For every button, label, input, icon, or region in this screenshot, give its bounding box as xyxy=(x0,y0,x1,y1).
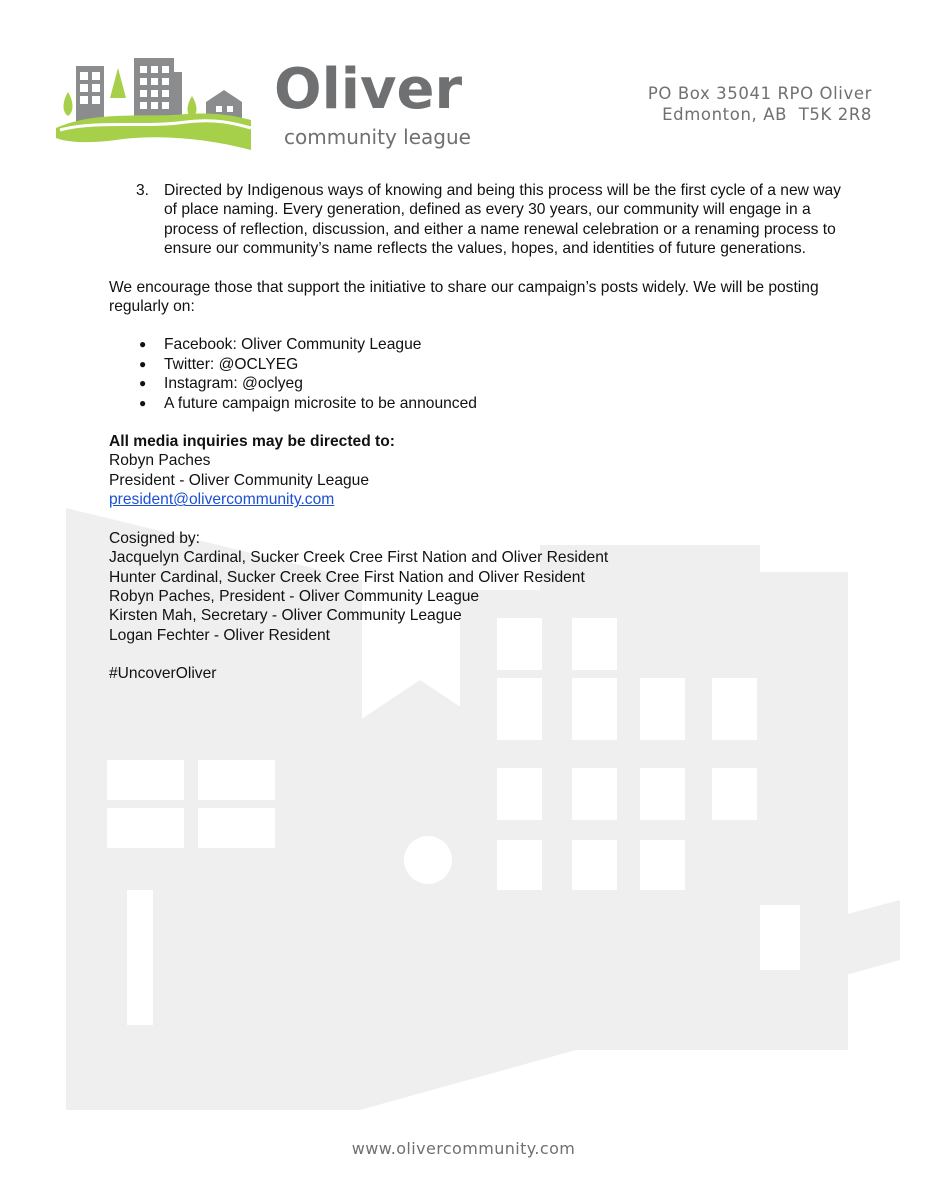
bullet-text: A future campaign microsite to be announced xyxy=(164,394,477,412)
numbered-list-item xyxy=(109,181,849,259)
media-heading: All media inquiries may be directed to: xyxy=(109,433,395,451)
mailing-address xyxy=(648,83,872,125)
hashtag: #UncoverOliver xyxy=(109,665,217,683)
contact-title: President - Oliver Community League xyxy=(109,471,370,489)
address-line-1: PO Box 35041 RPO Oliver xyxy=(647,84,872,103)
list-item xyxy=(109,355,849,374)
footer-website-url: www.olivercommunity.com xyxy=(351,1139,576,1158)
signer-line: Kirsten Mah, Secretary - Oliver Community League xyxy=(109,607,462,625)
bullet-text: Twitter: @OCLYEG xyxy=(164,355,299,373)
bullet-text: Instagram: @oclyeg xyxy=(164,375,303,393)
letter-body xyxy=(109,181,849,684)
bullet-icon: ● xyxy=(139,356,147,371)
address-line-2: Edmonton, AB T5K 2R8 xyxy=(662,105,872,124)
brand-name: Oliver xyxy=(274,57,463,122)
contact-email-link[interactable]: president@olivercommunity.com xyxy=(109,491,335,509)
brand-subtitle: community league xyxy=(284,125,471,149)
list-number: 3. xyxy=(136,182,150,199)
bullet-icon: ● xyxy=(139,376,147,391)
signer-line: Robyn Paches, President - Oliver Community League xyxy=(109,587,480,605)
signer-line: Logan Fechter - Oliver Resident xyxy=(109,626,331,644)
signer-line: Jacquelyn Cardinal, Sucker Creek Cree First Nation and Oliver Resident xyxy=(109,549,609,567)
list-item xyxy=(109,374,849,393)
bullet-text: Facebook: Oliver Community League xyxy=(164,336,422,354)
cosigned-block xyxy=(109,529,849,645)
encourage-paragraph: We encourage those that support the initiative to share our campaign’s posts widely. We will be posting regularly on: xyxy=(109,278,819,316)
bullet-icon: ● xyxy=(139,337,147,352)
social-channel-list xyxy=(109,335,849,413)
contact-name: Robyn Paches xyxy=(109,452,211,470)
oliver-logo-icon xyxy=(56,58,251,150)
bullet-icon: ● xyxy=(139,395,147,410)
signer-line: Hunter Cardinal, Sucker Creek Cree First Nation and Oliver Resident xyxy=(109,568,585,586)
list-item xyxy=(109,335,849,354)
cosigned-heading: Cosigned by: xyxy=(109,529,201,547)
list-item-text: Directed by Indigenous ways of knowing and being this process will be the first cycle of a new way of place naming. Every generation, defined as every 30 years, our community will engage in a process of reflection, discussion, and either a name renewal celebration or a renaming process to ensure our community’s name reflects the values, hopes, and identities of future generations. xyxy=(164,182,841,258)
list-item xyxy=(109,394,849,413)
media-contact-block xyxy=(109,432,849,510)
